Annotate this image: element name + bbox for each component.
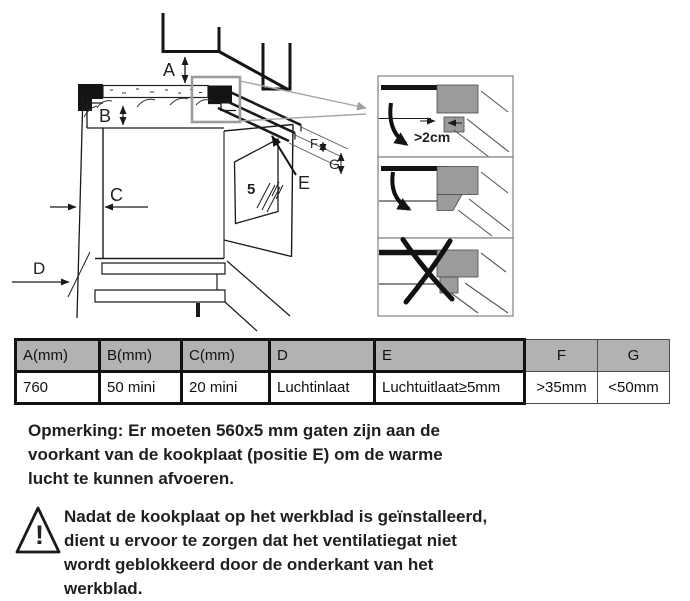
warning-text <box>64 505 487 601</box>
warning-triangle-icon <box>14 503 62 559</box>
oven-window-number: 5 <box>247 181 256 198</box>
note-line: lucht te kunnen afvoeren. <box>28 469 234 488</box>
dimension-label-b: B <box>99 106 112 126</box>
detail-panel-3-not-allowed <box>378 238 513 316</box>
spec-value-row <box>16 372 670 404</box>
spec-header-cell: F <box>525 340 598 372</box>
dimension-label-d: D <box>33 259 46 278</box>
dimension-label-a: A <box>163 60 176 80</box>
dimension-b <box>99 106 123 126</box>
dimension-g <box>329 153 341 174</box>
opmerking-note <box>28 419 443 491</box>
worktop-block <box>437 167 478 195</box>
detail-panel-1 <box>378 76 513 161</box>
dimension-f <box>310 136 323 152</box>
cabinet-base <box>95 261 290 331</box>
dimension-label-e: E <box>298 173 311 193</box>
spec-value-cell: Luchtuitlaat≥5mm <box>375 372 525 404</box>
warning-exclamation: ! <box>35 520 44 550</box>
spec-header-cell: B(mm) <box>100 340 182 372</box>
dimension-label-f: F <box>310 136 318 151</box>
spec-value-cell: Luchtinlaat <box>270 372 375 404</box>
gap-size-label: >2cm <box>414 129 451 145</box>
warning-line: wordt geblokkeerd door de onderkant van het <box>64 555 434 574</box>
spec-value-cell: >35mm <box>525 372 598 404</box>
spec-header-cell: E <box>375 340 525 372</box>
worktop-block <box>437 85 478 113</box>
spec-header-cell: C(mm) <box>182 340 270 372</box>
spec-value-cell: <50mm <box>598 372 670 404</box>
spec-header-cell: G <box>598 340 670 372</box>
note-line: Opmerking: Er moeten 560x5 mm gaten zijn aan de <box>28 421 440 440</box>
oven-front <box>224 125 293 258</box>
spec-header-row <box>16 340 670 372</box>
dimension-a <box>163 57 185 83</box>
spec-value-cell: 760 <box>16 372 100 404</box>
dimension-label-c: C <box>110 185 123 205</box>
dimension-spec-table <box>14 338 670 405</box>
spec-header-cell: A(mm) <box>16 340 100 372</box>
dimension-label-g: G <box>329 156 340 172</box>
detail-panel-2 <box>378 157 513 238</box>
spec-value-cell: 20 mini <box>182 372 270 404</box>
oven-window <box>235 139 279 224</box>
warning-line: werkblad. <box>64 579 143 598</box>
spec-header-cell: D <box>270 340 375 372</box>
spec-value-cell: 50 mini <box>100 372 182 404</box>
wall-and-dimensions <box>12 92 148 318</box>
note-line: voorkant van de kookplaat (positie E) om de warme <box>28 445 443 464</box>
warning-line: Nadat de kookplaat op het werkblad is geïnstalleerd, <box>64 507 488 526</box>
warning-line: dient u ervoor te zorgen dat het ventilatiegat niet <box>64 531 457 550</box>
